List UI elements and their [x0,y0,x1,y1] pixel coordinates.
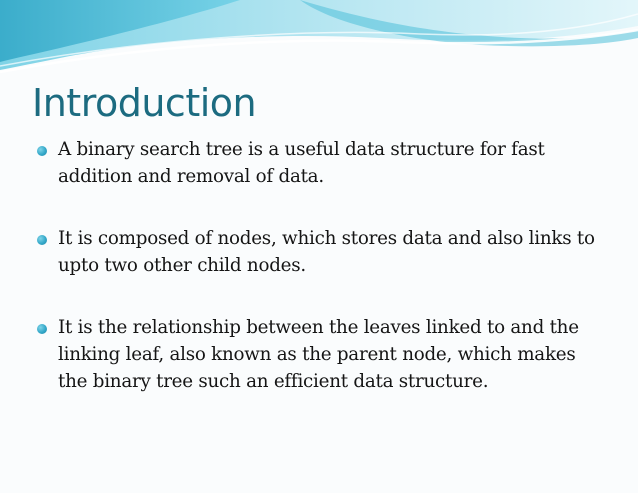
bullet-text: A binary search tree is a useful data structure for fast addition and removal of data. [58,139,545,187]
bullet-item [37,314,607,395]
bullet-item [37,136,607,190]
slide-title: Introduction [32,81,257,125]
header-wave-decoration [0,0,638,80]
bullet-text: It is composed of nodes, which stores data and also links to upto two other child nodes. [58,228,595,276]
bullet-marker-icon [37,146,47,156]
bullet-marker-icon [37,324,47,334]
bullet-item [37,225,607,279]
bullet-text: It is the relationship between the leaves linked to and the linking leaf, also known as the parent node, which makes the binary tree such an efficient data structure. [58,317,579,392]
bullet-marker-icon [37,235,47,245]
bullet-list [37,136,607,430]
